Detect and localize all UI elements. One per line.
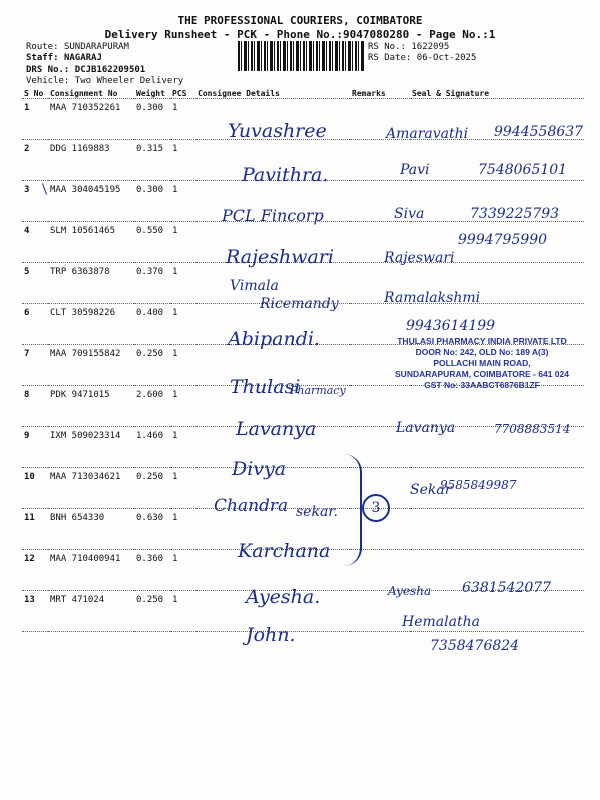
- handwritten-phone: 7358476824: [430, 638, 520, 654]
- handwritten-name: Rajeshwari: [226, 246, 334, 268]
- handwritten-name: Vimala: [230, 278, 279, 294]
- consignment-no: PDK 9471015: [48, 386, 134, 427]
- handwritten-name: Abipandi.: [228, 328, 320, 350]
- weight: 0.400: [134, 304, 170, 345]
- consignment-no: DDG 1169883: [48, 140, 134, 181]
- col-pcs: PCS: [170, 88, 196, 99]
- group-count-circle: 3: [362, 494, 390, 522]
- handwritten-name: Thulasi: [230, 376, 301, 398]
- pieces: 1: [170, 591, 196, 632]
- grouping-brace: [340, 454, 362, 566]
- row-sno: 11: [22, 509, 48, 550]
- consignment-no: CLT 30598226: [48, 304, 134, 345]
- col-consignee: Consignee Details: [196, 88, 350, 99]
- handwritten-signature: Hemalatha: [402, 614, 480, 630]
- consignment-no: MAA 710352261: [48, 99, 134, 140]
- weight: 2.600: [134, 386, 170, 427]
- handwritten-name: Pavithra.: [242, 164, 329, 186]
- handwritten-phone: 9585849987: [440, 478, 517, 492]
- handwritten-signature: Pavi: [400, 162, 430, 178]
- handwritten-signature: Lavanya: [396, 420, 456, 436]
- handwritten-phone: 9944558637: [494, 124, 584, 140]
- handwritten-name: Divya: [232, 458, 287, 480]
- pieces: 1: [170, 468, 196, 509]
- col-consignment: Consignment No: [48, 88, 134, 99]
- weight: 0.315: [134, 140, 170, 181]
- route-line: Route: SUNDARAPURAM: [26, 42, 129, 52]
- handwritten-signature: Ayesha: [388, 584, 432, 598]
- row-sno: 10: [22, 468, 48, 509]
- company-title: THE PROFESSIONAL COURIERS, COIMBATORE: [177, 14, 423, 27]
- weight: 0.630: [134, 509, 170, 550]
- pieces: 1: [170, 345, 196, 386]
- barcode: [238, 41, 364, 71]
- consignment-no: MAA 709155842: [48, 345, 134, 386]
- consignment-no: MRT 471024: [48, 591, 134, 632]
- handwritten-phone: 9994795990: [458, 232, 548, 248]
- pieces: 1: [170, 263, 196, 304]
- handwritten-name: Chandra: [214, 496, 289, 516]
- row-sno: 4: [22, 222, 48, 263]
- weight: 0.300: [134, 99, 170, 140]
- handwritten-phone: 6381542077: [462, 580, 552, 596]
- weight: 0.360: [134, 550, 170, 591]
- seal-cell: [410, 509, 584, 550]
- consignment-no: BNH 654330: [48, 509, 134, 550]
- weight: 0.550: [134, 222, 170, 263]
- row-sno: 13: [22, 591, 48, 632]
- rs-date-line: RS Date: 06-Oct-2025: [368, 53, 477, 63]
- table-header-row: [22, 88, 584, 99]
- drs-line: DRS No.: DCJB162209501: [26, 65, 146, 75]
- handwritten-phone: 7339225793: [470, 206, 560, 222]
- pieces: 1: [170, 99, 196, 140]
- weight: 0.250: [134, 591, 170, 632]
- pieces: 1: [170, 222, 196, 263]
- col-weight: Weight: [134, 88, 170, 99]
- row-sno: 9: [22, 427, 48, 468]
- handwritten-name: Pharmacy: [290, 384, 346, 397]
- col-remarks: Remarks: [350, 88, 410, 99]
- weight: 0.250: [134, 468, 170, 509]
- row-sno: 1: [22, 99, 48, 140]
- runsheet-subtitle: Delivery Runsheet - PCK - Phone No.:9047080280 - Page No.:1: [104, 28, 496, 41]
- pieces: 1: [170, 509, 196, 550]
- row-sno: 7: [22, 345, 48, 386]
- handwritten-name: John.: [246, 624, 296, 646]
- consignment-no: MAA 304045195: [48, 181, 134, 222]
- handwritten-name: Ayesha.: [246, 586, 321, 608]
- consignment-no: MAA 710400941: [48, 550, 134, 591]
- row-sno: 3: [22, 181, 48, 222]
- pieces: 1: [170, 386, 196, 427]
- row-sno: 5: [22, 263, 48, 304]
- col-seal: Seal & Signature: [410, 88, 584, 99]
- pieces: 1: [170, 427, 196, 468]
- handwritten-signature: Sekar: [410, 482, 452, 498]
- handwritten-signature: Siva: [394, 206, 425, 222]
- vehicle-line: Vehicle: Two Wheeler Delivery: [26, 76, 184, 86]
- handwritten-name: Ricemandy: [260, 296, 339, 312]
- handwritten-name: sekar.: [296, 504, 338, 520]
- consignment-no: TRP 6363878: [48, 263, 134, 304]
- pieces: 1: [170, 181, 196, 222]
- company-stamp: THULASI PHARMACY INDIA PRIVATE LTD DOOR No: 242, OLD No: 189 A(3) POLLACHI MAIN ROAD, SUNDARAPURAM, COIMBATORE - 641 024 GST No: 33AABCT6876B1ZF: [395, 336, 569, 390]
- consignment-no: MAA 713034621: [48, 468, 134, 509]
- handwritten-phone: 7548065101: [478, 162, 568, 178]
- row-sno: 12: [22, 550, 48, 591]
- consignment-no: SLM 10561465: [48, 222, 134, 263]
- row-sno: 8: [22, 386, 48, 427]
- pieces: 1: [170, 140, 196, 181]
- handwritten-phone: 9943614199: [406, 318, 496, 334]
- handwritten-signature: Ramalakshmi: [384, 290, 481, 306]
- handwritten-name: PCL Fincorp: [222, 206, 324, 225]
- staff-line: Staff: NAGARAJ: [26, 53, 102, 63]
- handwritten-name: Yuvashree: [228, 120, 327, 142]
- pieces: 1: [170, 550, 196, 591]
- weight: 1.460: [134, 427, 170, 468]
- consignment-no: IXM 509023314: [48, 427, 134, 468]
- row-sno: 6: [22, 304, 48, 345]
- handwritten-name: Lavanya: [236, 418, 317, 440]
- rs-no-line: RS No.: 1622095: [368, 42, 450, 52]
- weight: 0.250: [134, 345, 170, 386]
- handwritten-signature: Rajeswari: [384, 250, 455, 266]
- handwritten-phone: 7708883514: [494, 422, 571, 436]
- row-sno: 2: [22, 140, 48, 181]
- handwritten-signature: Amaravathi: [386, 126, 469, 142]
- handwritten-name: Karchana: [238, 540, 331, 562]
- weight: 0.300: [134, 181, 170, 222]
- pieces: 1: [170, 304, 196, 345]
- col-sno: S No: [22, 88, 48, 99]
- weight: 0.370: [134, 263, 170, 304]
